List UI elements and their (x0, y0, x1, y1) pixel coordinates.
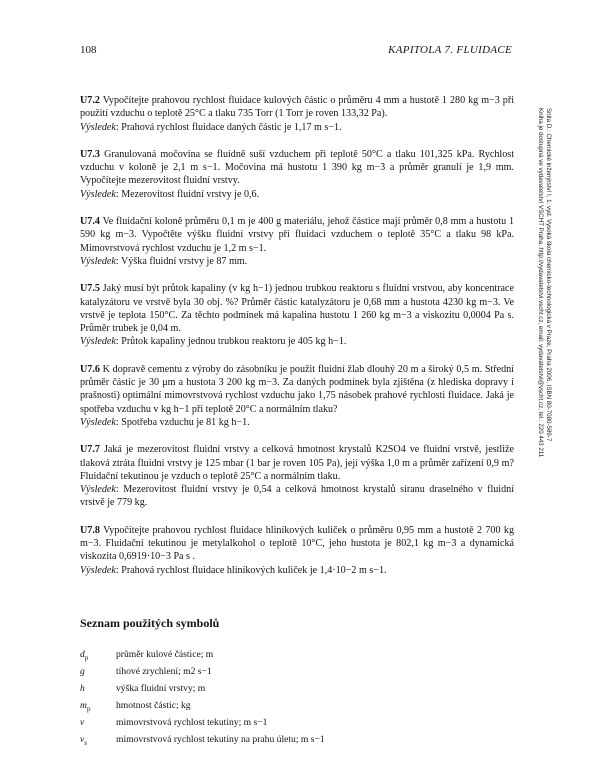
result-label: Výsledek (80, 336, 116, 348)
symbol-row (80, 716, 325, 733)
symbol (80, 699, 116, 716)
symbol-description: hmotnost částic; kg (116, 700, 191, 711)
symbol (80, 665, 116, 682)
symbol-subscript: p (86, 704, 91, 713)
symbol-row (80, 665, 325, 682)
symbols-heading: Seznam použitých symbolů (80, 616, 220, 630)
result-label: Výsledek (80, 416, 116, 428)
exercise-text: K dopravě cementu z výroby do zásobníku je použit fluidní žlab dlouhý 20 m a široký 0,5 m. Střední průměr částic je 30 μm a hustota 3 200 kg m−3. Za daných podmínek byla zjištěna (z hlediska dopravy i prašnosti) optimální mimovrstvová rychlost vzduchu jako 1,75 násobek prahové rychlosti fluidace. Jaká je spotřeba vzduchu v kg h−1 při teplotě 20°C a normálním tlaku? (80, 363, 514, 415)
result-text: : Prahová rychlost fluidace daných částic je 1,17 m s−1. (115, 121, 342, 133)
result-text: : Průtok kapaliny jednou trubkou reaktoru je 405 kg h−1. (115, 336, 347, 348)
exercise-text: Vypočítejte prahovou rychlost fluidace kulových částic o průměru 4 mm a hustotě 1 280 kg m−3 při použití vzduchu o teplotě 25°C a tlaku 735 Torr (1 Torr je roven 133,32 Pa). (80, 95, 514, 120)
result-label: Výsledek (80, 188, 116, 200)
exercise-u7-8 (80, 524, 514, 577)
symbol-letter: m (80, 700, 87, 711)
symbol (80, 716, 116, 733)
symbol-row (80, 682, 325, 699)
exercise-label: U7.5 (80, 283, 100, 295)
result-text: : Mezerovitost fluidní vrstvy je 0,6. (115, 188, 260, 200)
exercise-u7-7 (80, 443, 514, 509)
symbol-description: průměr kulové částice; m (116, 649, 214, 660)
symbol-description: mimovrstvová rychlost tekutiny na prahu úletu; m s−1 (116, 734, 325, 745)
exercise-u7-4 (80, 215, 514, 268)
symbol-row (80, 733, 325, 750)
exercise-text: Jaká je mezerovitost fluidní vrstvy a celková hmotnost krystalů K2SO4 ve fluidní vrstvě, jestliže tlaková ztráta fluidní vrstvy je 125 mbar (1 bar je roven 105 Pa), její výška 1,0 m a průměr zařízení 0,9 m? Fluidační tekutinou je vzduch o teplotě 25°C a normálním tlaku. (80, 444, 514, 482)
exercise-u7-6 (80, 363, 514, 429)
symbol-row (80, 699, 325, 716)
symbol-letter: v (80, 717, 85, 728)
exercise-label: U7.4 (80, 216, 100, 228)
side-note (524, 108, 564, 698)
exercise-label: U7.6 (80, 363, 100, 375)
symbol-description: výška fluidní vrstvy; m (116, 683, 206, 694)
side-note-line: Kniha je dostupná ve vydavatelství VŠCHT Praha, http://vydavatelstvi.vscht.cz, email: vydavatelstvi@vscht.cz, tel.: 220 443 211 (537, 108, 544, 458)
symbol-description: tíhové zrychlení; m2 s−1 (116, 666, 212, 677)
result-text: : Prahová rychlost fluidace hliníkových kuliček je 1,4·10−2 m s−1. (115, 564, 387, 576)
symbols-list (80, 648, 325, 750)
exercise-text: Granulovaná močovina se fluidně suší vzduchem při teplotě 50°C a tlaku 101,325 kPa. Rychlost vzduchu v koloně je 2,1 m s−1. Močovina má hustotu 1 390 kg m−3 a průměr granulí je 1,9 mm. Vypočítejte mezerovitost fluidní vrstvy. (80, 148, 514, 187)
result-label: Výsledek (80, 564, 116, 576)
symbol-subscript: p (84, 653, 89, 662)
symbol-letter: d (80, 649, 85, 660)
symbol-description: mimovrstvová rychlost tekutiny; m s−1 (116, 717, 268, 728)
exercise-label: U7.2 (80, 95, 100, 106)
exercise-u7-3 (80, 148, 514, 201)
result-label: Výsledek (80, 255, 116, 267)
exercise-label: U7.7 (80, 444, 100, 456)
side-note-text (536, 108, 552, 698)
chapter-header: KAPITOLA 7. FLUIDACE (388, 44, 512, 56)
result-text: : Spotřeba vzduchu je 81 kg h−1. (115, 416, 250, 428)
exercise-text: Ve fluidační koloně průměru 0,1 m je 400 g materiálu, jehož částice mají průměr 0,8 mm a hustotu 1 590 kg m−3. Vypočtěte výšku fluidní vrstvy při fluidaci vzduchem o teplotě 35°C a tlaku 98 kPa. Mimovrstvová rychlost vzduchu je 1,2 m s−1. (80, 216, 514, 254)
exercise-label: U7.8 (80, 524, 100, 536)
symbol-letter: g (80, 666, 85, 677)
side-note-line: Šnita D.: Chemické inženýrství I, 1. vyd. Vysoká škola chemicko-technologická v Praze, Praha 2006, ISBN 80-7080-589-7 (545, 108, 552, 442)
page-number: 108 (80, 44, 97, 56)
symbol (80, 733, 116, 750)
result-text: : Výška fluidní vrstvy je 87 mm. (115, 255, 248, 267)
symbol (80, 682, 116, 699)
exercise-u7-5 (80, 282, 514, 348)
result-label: Výsledek (80, 484, 116, 496)
result-text: : Mezerovitost fluidní vrstvy je 0,54 a celková hmotnost krystalů síranu draselného v fluidní vrstvě je 779 kg. (80, 484, 514, 509)
symbol-row (80, 648, 325, 665)
symbol (80, 648, 116, 665)
exercise-text: Jaký musí být průtok kapaliny (v kg h−1) jednou trubkou reaktoru s fluidní vrstvou, aby koncentrace katalyzátoru ve vrstvě byla 30 obj. %? Průměr částic katalyzátoru je 0,68 mm a hustota 4230 kg m−3. Ve vrstvě je teplota 150°C. Za těchto podmínek má kapalina hustotu 1 260 kg m−3 a viskozitu 0,0004 Pa s. Průměr trubek je 0,04 m. (80, 283, 514, 335)
exercise-label: U7.3 (80, 148, 100, 160)
exercise-u7-2 (80, 94, 514, 134)
exercise-list (80, 94, 514, 591)
symbol-subscript: s (84, 738, 87, 747)
symbol-letter: v (80, 734, 85, 745)
result-label: Výsledek (80, 121, 116, 133)
exercise-text: Vypočítejte prahovou rychlost fluidace hliníkových kuliček o průměru 0,95 mm a hustotě 2 700 kg m−3. Fluidační tekutinou je metylalkohol o teplotě 10°C, jeho hustota je 802,1 kg m−3 a dynamická viskozita 0,6919·10−3 Pa s . (80, 524, 514, 563)
symbol-letter: h (80, 683, 85, 694)
